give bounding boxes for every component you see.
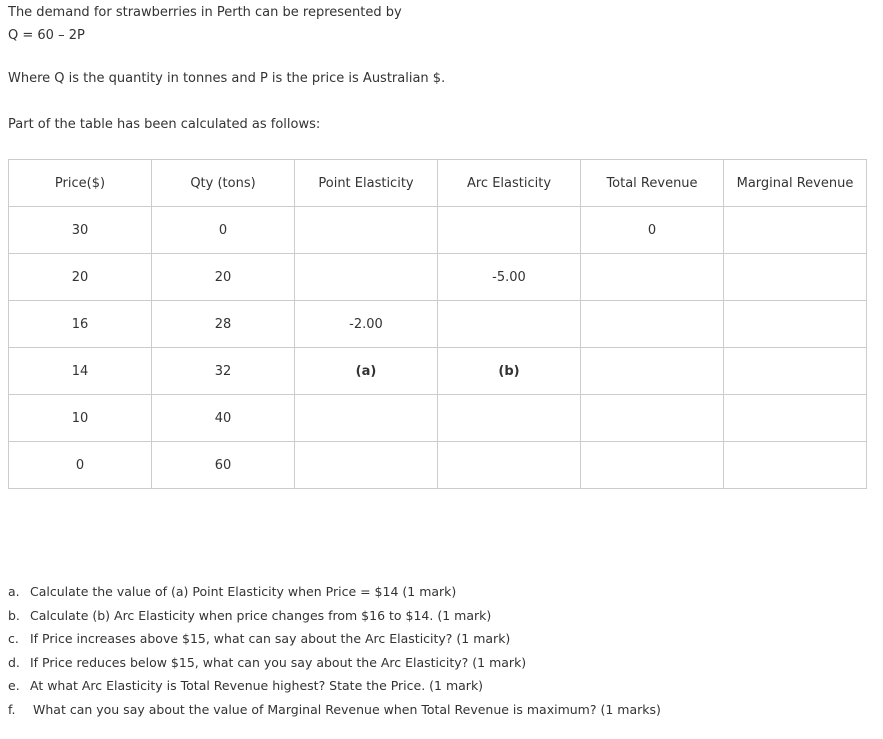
- table-cell: 0: [152, 207, 295, 254]
- variable-definition: Where Q is the quantity in tonnes and P is the price is Australian $.: [8, 71, 446, 86]
- table-cell: [724, 442, 867, 489]
- question-item: [8, 655, 661, 679]
- question-text: Calculate the value of (a) Point Elasticity when Price = $14 (1 mark): [30, 584, 457, 599]
- table-cell: [295, 254, 438, 301]
- table-cell: 30: [9, 207, 152, 254]
- table-cell: 16: [9, 301, 152, 348]
- question-letter: c.: [8, 631, 19, 646]
- table-cell: 32: [152, 348, 295, 395]
- table-row: [9, 254, 867, 301]
- table-cell: [581, 395, 724, 442]
- header-price: Price($): [9, 160, 152, 207]
- table-cell: [724, 301, 867, 348]
- table-cell: [581, 348, 724, 395]
- demand-equation: Q = 60 – 2P: [8, 28, 85, 43]
- table-cell: 20: [152, 254, 295, 301]
- question-letter: a.: [8, 584, 20, 599]
- table-cell: [438, 442, 581, 489]
- intro-text: The demand for strawberries in Perth can be represented by: [8, 5, 402, 20]
- table-cell: 20: [9, 254, 152, 301]
- table-cell: [438, 395, 581, 442]
- table-cell: [581, 254, 724, 301]
- table-cell: [724, 395, 867, 442]
- question-item: [8, 631, 661, 655]
- header-arc-elasticity: Arc Elasticity: [438, 160, 581, 207]
- question-item: [8, 702, 661, 726]
- table-row: [9, 301, 867, 348]
- table-header-row: [9, 160, 867, 207]
- table-row: [9, 442, 867, 489]
- table-cell: [581, 301, 724, 348]
- table-row: [9, 395, 867, 442]
- table-cell: 0: [581, 207, 724, 254]
- table-cell: -5.00: [438, 254, 581, 301]
- table-cell: [438, 207, 581, 254]
- table-cell-placeholder-a: (a): [295, 348, 438, 395]
- table-cell: 0: [9, 442, 152, 489]
- table-cell: [724, 254, 867, 301]
- table-cell: [724, 207, 867, 254]
- question-list: [8, 584, 661, 725]
- header-marginal-revenue: Marginal Revenue: [724, 160, 867, 207]
- table-cell: [581, 442, 724, 489]
- question-text: If Price reduces below $15, what can you say about the Arc Elasticity? (1 mark): [30, 654, 527, 670]
- table-cell: 60: [152, 442, 295, 489]
- table-cell-placeholder-b: (b): [438, 348, 581, 395]
- table-row: [9, 348, 867, 395]
- elasticity-table: [8, 159, 867, 489]
- question-text: What can you say about the value of Marginal Revenue when Total Revenue is maximum? (1 marks): [33, 701, 661, 717]
- table-cell: [438, 301, 581, 348]
- table-intro: Part of the table has been calculated as follows:: [8, 117, 321, 132]
- table-cell: [295, 207, 438, 254]
- question-item: [8, 678, 661, 702]
- header-point-elasticity: Point Elasticity: [295, 160, 438, 207]
- question-letter: f.: [8, 701, 16, 717]
- header-total-revenue: Total Revenue: [581, 160, 724, 207]
- question-item: [8, 584, 661, 608]
- question-item: [8, 608, 661, 632]
- question-letter: d.: [8, 654, 20, 670]
- table-cell: 10: [9, 395, 152, 442]
- question-text: At what Arc Elasticity is Total Revenue highest? State the Price. (1 mark): [30, 678, 484, 693]
- table-cell: 28: [152, 301, 295, 348]
- question-letter: e.: [8, 678, 20, 693]
- table-cell: [295, 442, 438, 489]
- table-cell: [724, 348, 867, 395]
- question-text: Calculate (b) Arc Elasticity when price changes from $16 to $14. (1 mark): [30, 607, 492, 623]
- table-cell: -2.00: [295, 301, 438, 348]
- table-cell: [295, 395, 438, 442]
- question-letter: b.: [8, 607, 20, 623]
- table-cell: 14: [9, 348, 152, 395]
- table-row: [9, 207, 867, 254]
- table-cell: 40: [152, 395, 295, 442]
- header-qty: Qty (tons): [152, 160, 295, 207]
- question-text: If Price increases above $15, what can say about the Arc Elasticity? (1 mark): [30, 631, 511, 646]
